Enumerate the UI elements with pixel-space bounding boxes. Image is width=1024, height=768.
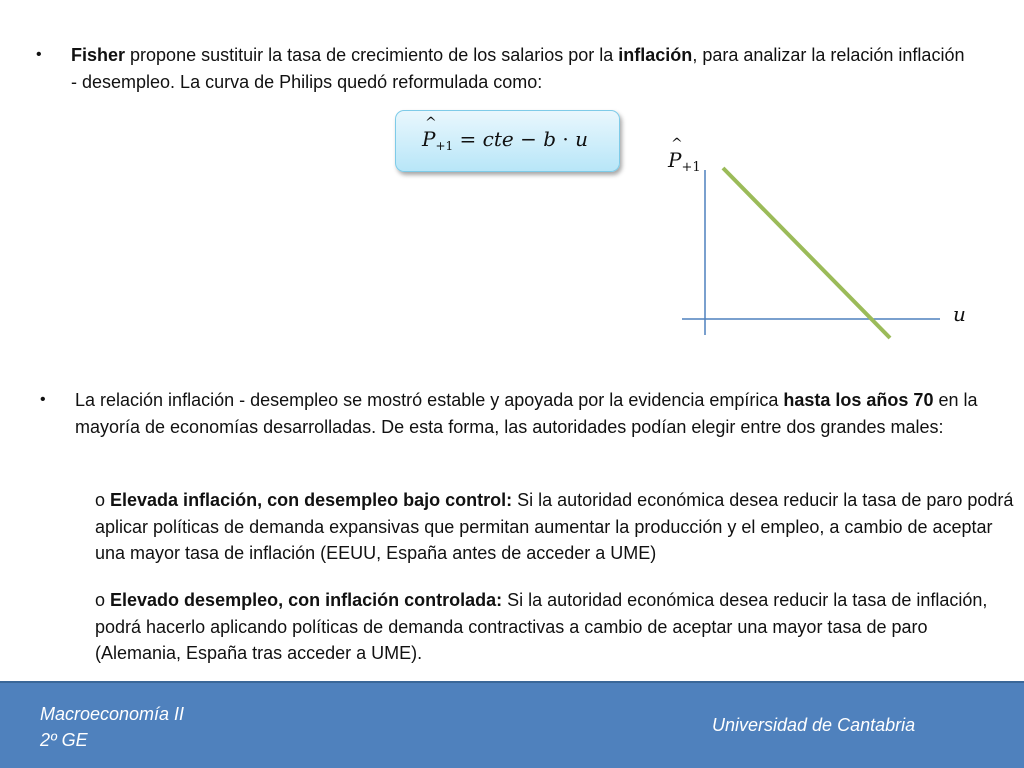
course-name: Macroeconomía II [40,704,185,724]
subitem-elevado-desempleo: o Elevado desempleo, con inflación controlada: Si la autoridad económica desea reducir la tasa de inflación, podrá hacerlo aplicando políticas de demanda contractivas a cambio de aceptar una mayor tasa de paro (Alemania, España tras acceder a UME). [95,590,988,663]
sub-bullet-marker: o [95,490,111,510]
paragraph-evidence: La relación inflación - desempleo se mostró estable y apoyada por la evidencia empírica hasta los años 70 en la mayoría de economías desarrolladas. De esta forma, las autoridades podían elegir entre dos grandes males: [75,390,978,437]
course-group: 2º GE [40,730,88,750]
footer-bar [0,681,1024,768]
x-axis-label: u [953,302,966,326]
phillips-curve-graph [650,135,990,355]
bold-inflacion: inflación [618,45,693,65]
y-axis-label: ^ $P_{+1}$ [668,148,701,175]
subitem-elevada-inflacion: o Elevada inflación, con desempleo bajo control: Si la autoridad económica desea reducir la tasa de paro podrá aplicar políticas de demanda expansivas que permitan aumentar la producción y el empleo, a cambio de aceptar una mayor tasa de inflación (EEUU, España antes de acceder a UME) [95,490,1014,563]
phillips-curve-line [723,168,890,338]
paragraph-fisher: Fisher propone sustituir la tasa de crecimiento de los salarios por la inflación, para analizar la relación inflación - desempleo. La curva de Philips quedó reformulada como: [71,45,965,92]
sub-bullet-marker: o [95,590,111,610]
bold-hasta-70: hasta los años 70 [783,390,934,410]
formula-box [395,110,620,172]
bullet-marker: • [40,391,46,408]
footer-university: Universidad de Cantabria [712,715,916,735]
footer-course [40,701,184,753]
bullet-marker: • [36,46,42,63]
phillips-formula: ^ $P_{+1}$ = cte − b · u [422,127,588,153]
bold-fisher: Fisher [71,45,126,65]
